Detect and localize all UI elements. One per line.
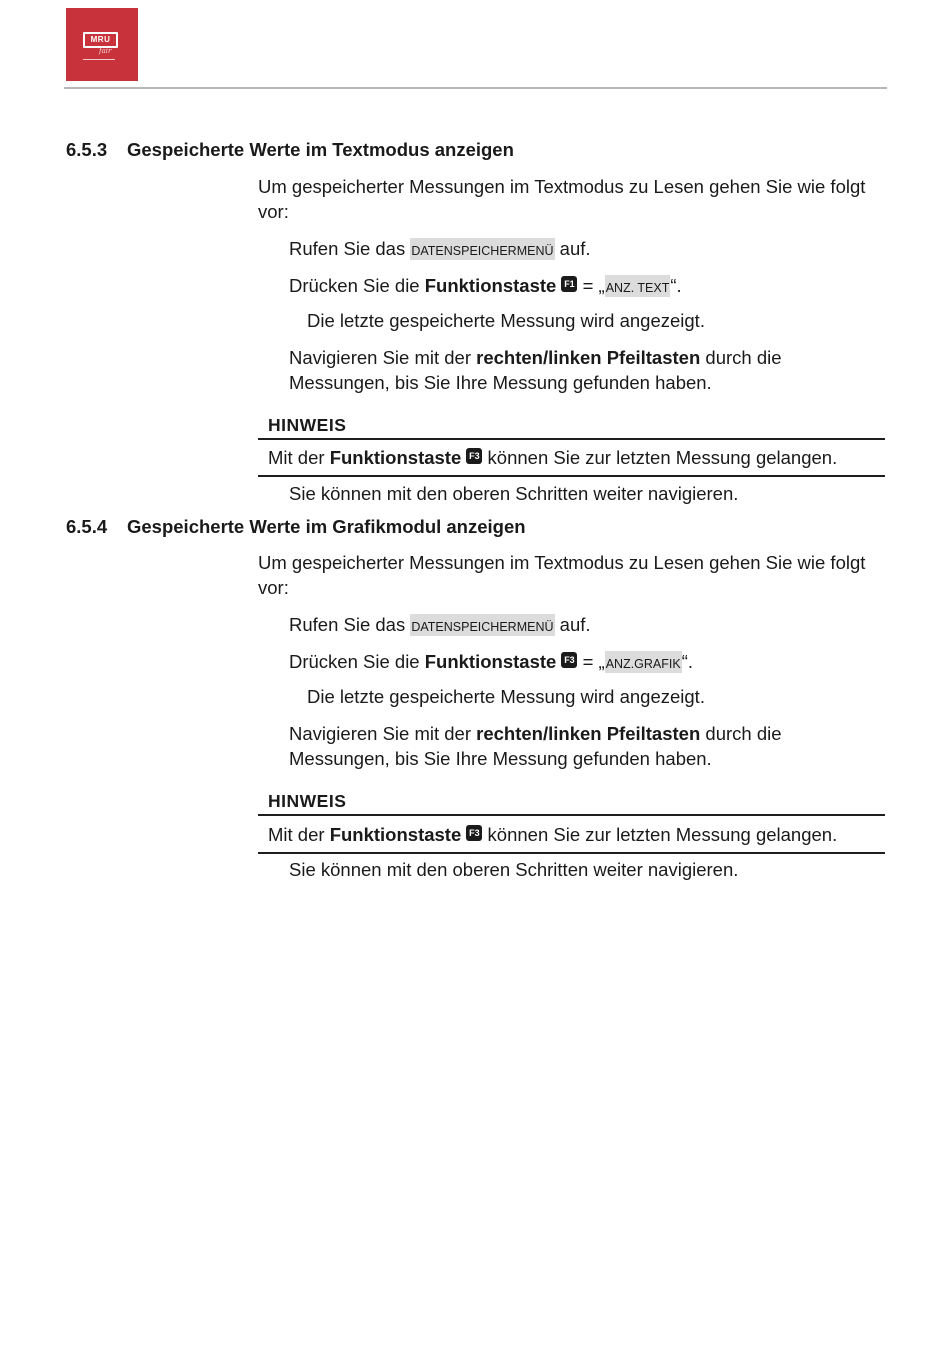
- step-text: Messungen, bis Sie Ihre Messung gefunden haben.: [289, 372, 712, 393]
- logo-line: [83, 59, 115, 60]
- note-text: [268, 447, 837, 469]
- step-text: durch die: [700, 723, 782, 744]
- after-note-text: Sie können mit den oberen Schritten weiter navigieren.: [289, 483, 739, 504]
- note-span: können Sie zur letzten Messung gelangen.: [482, 824, 838, 845]
- step-open-menu: [289, 612, 591, 637]
- logo-subtext: fair: [99, 47, 112, 55]
- company-logo: [66, 8, 138, 81]
- note-title: HINWEIS: [268, 415, 347, 435]
- f3-key-icon: F3: [561, 652, 577, 668]
- menu-label: ANZ. TEXT: [605, 275, 671, 297]
- f1-key-icon: F1: [561, 276, 577, 292]
- f3-key-icon: F3: [466, 825, 482, 841]
- f3-key-icon: F3: [466, 448, 482, 464]
- note-rule-top: [258, 438, 885, 440]
- note-span: Mit der: [268, 824, 330, 845]
- step-text: “.: [670, 275, 682, 296]
- section-number: 6.5.3: [66, 139, 108, 160]
- step-text: Drücken Sie die: [289, 275, 425, 296]
- step-result: Die letzte gespeicherte Messung wird angezeigt.: [307, 686, 705, 707]
- function-key-label: Funktionstaste: [329, 447, 462, 468]
- step-open-menu: [289, 236, 591, 261]
- step-navigate: [289, 721, 782, 771]
- step-text: auf.: [554, 238, 591, 259]
- note-title: HINWEIS: [268, 791, 347, 811]
- menu-label: DATENSPEICHERMENÜ: [410, 238, 554, 260]
- section-title: Gespeicherte Werte im Grafikmodul anzeigen: [127, 516, 526, 537]
- section-number: 6.5.4: [66, 516, 108, 537]
- intro-line-2: vor:: [258, 577, 289, 598]
- step-text: durch die: [700, 347, 782, 368]
- after-note-text: Sie können mit den oberen Schritten weiter navigieren.: [289, 859, 739, 880]
- step-text: Navigieren Sie mit der: [289, 723, 477, 744]
- step-navigate: [289, 345, 782, 395]
- step-text: auf.: [554, 614, 591, 635]
- arrow-keys-label: rechten/linken Pfeiltasten: [476, 723, 701, 744]
- step-text: = „: [577, 651, 605, 672]
- step-text: Rufen Sie das: [289, 614, 411, 635]
- step-text: “.: [681, 651, 694, 672]
- arrow-keys-label: rechten/linken Pfeiltasten: [476, 347, 701, 368]
- step-text: Messungen, bis Sie Ihre Messung gefunden haben.: [289, 748, 712, 769]
- intro-paragraph: [258, 174, 865, 224]
- step-text: Rufen Sie das: [289, 238, 411, 259]
- function-key-label: Funktionstaste: [424, 275, 557, 296]
- note-rule-top: [258, 814, 885, 816]
- intro-line-2: vor:: [258, 201, 289, 222]
- step-press-key: [289, 273, 682, 298]
- step-text: Drücken Sie die: [289, 651, 425, 672]
- intro-paragraph: [258, 550, 865, 600]
- note-rule-bottom: [258, 852, 885, 854]
- section-heading-654: [66, 516, 526, 538]
- menu-label: ANZ.GRAFIK: [605, 651, 682, 673]
- function-key-label: Funktionstaste: [424, 651, 557, 672]
- step-text: Navigieren Sie mit der: [289, 347, 477, 368]
- intro-line-1: Um gespeicherter Messungen im Textmodus zu Lesen gehen Sie wie folgt: [258, 552, 866, 573]
- intro-line-1: Um gespeicherter Messungen im Textmodus zu Lesen gehen Sie wie folgt: [258, 176, 866, 197]
- section-heading-653: [66, 139, 514, 161]
- function-key-label: Funktionstaste: [329, 824, 462, 845]
- menu-label: DATENSPEICHERMENÜ: [410, 614, 554, 636]
- section-title: Gespeicherte Werte im Textmodus anzeigen: [127, 139, 514, 160]
- note-span: können Sie zur letzten Messung gelangen.: [487, 447, 838, 468]
- step-press-key: [289, 649, 693, 674]
- note-rule-bottom: [258, 475, 885, 477]
- step-result: Die letzte gespeicherte Messung wird angezeigt.: [307, 310, 705, 331]
- header-rule: [64, 87, 887, 89]
- logo-mark: MRU: [83, 32, 118, 48]
- step-text: = „: [577, 275, 605, 296]
- note-span: Mit der: [268, 447, 330, 468]
- note-text: [268, 824, 837, 846]
